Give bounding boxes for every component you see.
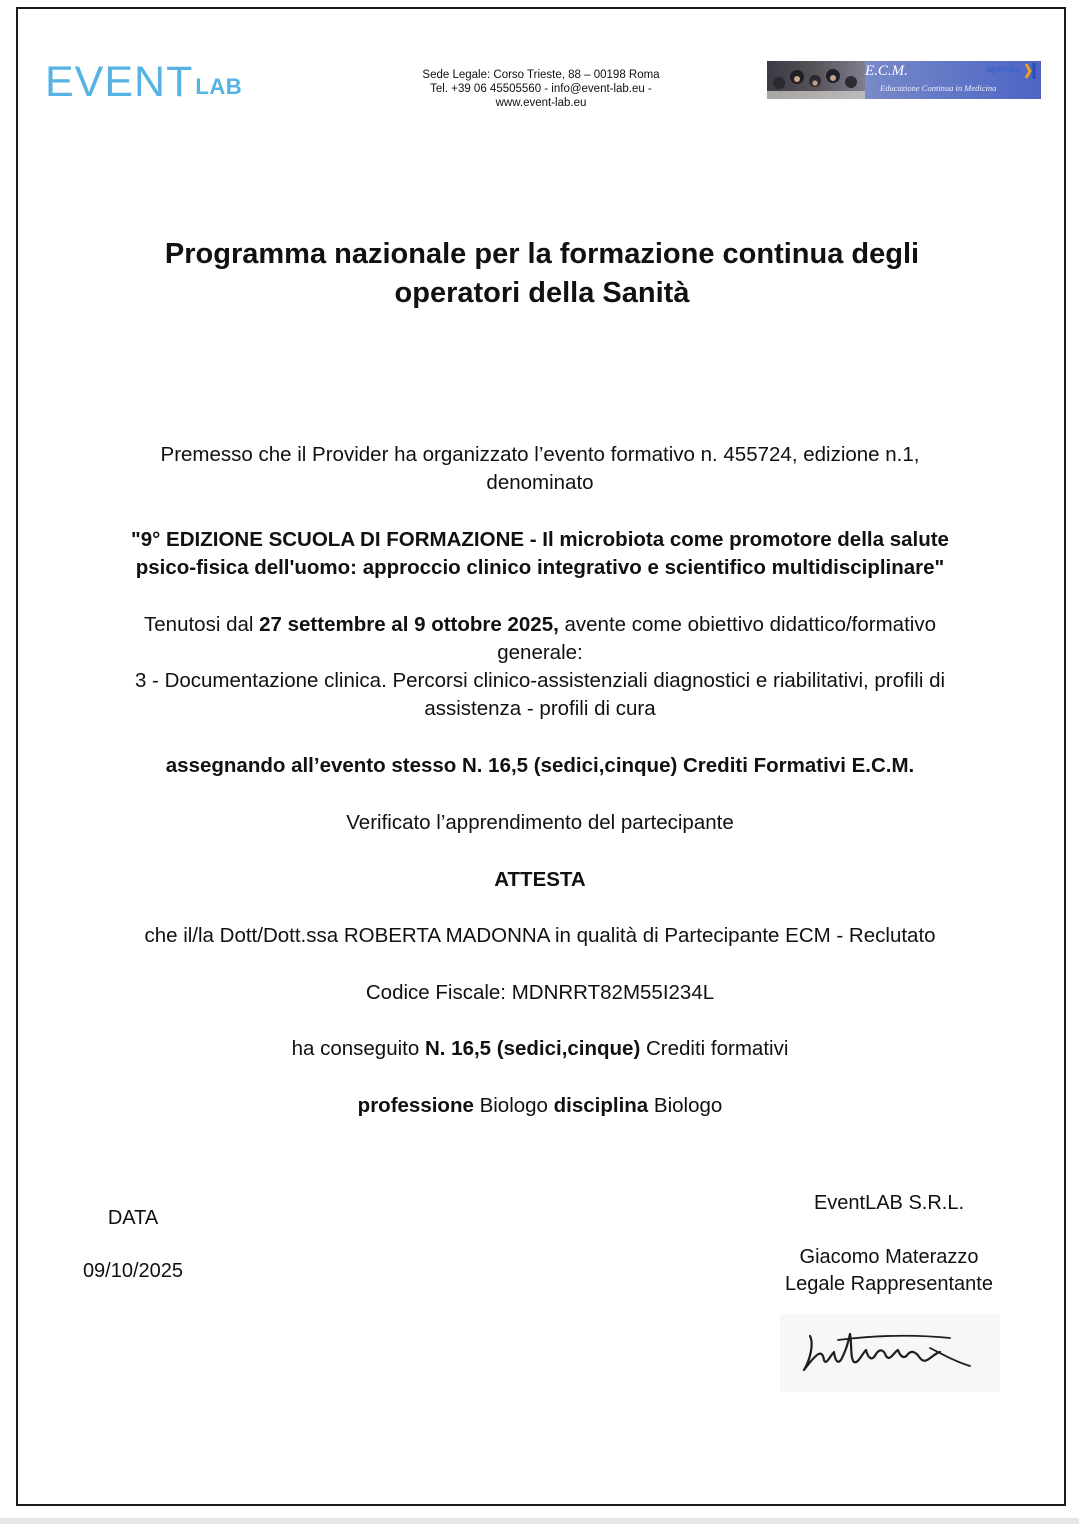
date-value: 09/10/2025	[82, 1260, 184, 1282]
credits-earned-prefix: ha conseguito	[291, 1037, 425, 1060]
page-title	[60, 235, 1024, 313]
event-name-line-1: "9° EDIZIONE SCUOLA DI FORMAZIONE - Il microbiota come promotore della salute	[131, 528, 949, 551]
date-label: DATA	[107, 1207, 159, 1229]
dates-suffix: avente come obiettivo didattico/formativo	[558, 613, 936, 636]
dates-prefix: Tenutosi dal	[144, 613, 260, 636]
dates-range: 27 settembre al 9 ottobre 2025,	[259, 613, 559, 636]
ecm-subtitle: Educazione Continua in Medicina	[880, 83, 997, 93]
ecm-title: E.C.M.	[865, 63, 908, 79]
signatory-name: Giacomo Materazzo	[799, 1246, 979, 1268]
dates-objective-paragraph	[40, 611, 1040, 723]
event-name-line-2: psico-fisica dell'uomo: approccio clinico integrativo e scientifico multidisciplinare"	[135, 556, 945, 579]
provider-address	[380, 68, 702, 110]
dates-line	[40, 611, 1040, 639]
handwritten-signature	[780, 1314, 1000, 1392]
profession-label: professione	[357, 1094, 474, 1117]
discipline-label: disciplina	[553, 1094, 649, 1117]
logo-event-text: EVENT	[45, 58, 194, 106]
event-name	[40, 526, 1040, 582]
premise-paragraph	[40, 441, 1040, 497]
credits-earned	[40, 1035, 1040, 1063]
profession-value: Biologo	[473, 1094, 554, 1117]
agenas-mark-icon	[1024, 62, 1037, 80]
verified-text: Verificato l’apprendimento del partecipante	[346, 811, 734, 834]
fiscal-code: Codice Fiscale: MDNRRT82M55I234L	[365, 981, 715, 1004]
credits-assigned: assegnando all’evento stesso N. 16,5 (sedici,cinque) Crediti Formativi E.C.M.	[165, 754, 915, 777]
address-line-3: www.event-lab.eu	[495, 97, 587, 109]
signatory-company: EventLAB S.R.L.	[813, 1192, 965, 1214]
bottom-edge	[0, 1518, 1079, 1524]
objective-line-1: 3 - Documentazione clinica. Percorsi clinico-assistenziali diagnostici e riabilitativi, profili di	[134, 669, 946, 692]
title-line-1: Programma nazionale per la formazione continua degli	[164, 238, 920, 270]
attesta-heading: ATTESTA	[494, 868, 586, 891]
signatory-role: Legale Rappresentante	[785, 1273, 993, 1295]
discipline-value: Biologo	[648, 1094, 723, 1117]
dates-line-2: generale:	[497, 641, 583, 664]
premise-line-2: denominato	[486, 471, 594, 494]
profession-line	[40, 1092, 1040, 1120]
ecm-painting-image	[767, 61, 865, 99]
address-line-2: Tel. +39 06 45505560 - info@event-lab.eu -	[430, 83, 652, 95]
logo-lab-text: LAB	[195, 74, 243, 99]
ecm-banner-logo	[767, 61, 1041, 99]
credits-earned-suffix: Crediti formativi	[640, 1037, 789, 1060]
premise-line-1: Premesso che il Provider ha organizzato l’evento formativo n. 455724, edizione n.1,	[160, 443, 920, 466]
title-line-2: operatori della Sanità	[394, 277, 690, 309]
participant-line: che il/la Dott/Dott.ssa ROBERTA MADONNA in qualità di Partecipante ECM - Reclutato	[144, 924, 936, 947]
address-line-1: Sede Legale: Corso Trieste, 88 – 00198 Roma	[422, 69, 660, 81]
eventlab-logo	[45, 58, 243, 106]
credits-earned-value: N. 16,5 (sedici,cinque)	[424, 1037, 641, 1060]
signatory-block	[760, 1244, 1018, 1298]
agenas-logo-text: agenas.	[986, 64, 1022, 75]
objective-line-2: assistenza - profili di cura	[424, 697, 656, 720]
